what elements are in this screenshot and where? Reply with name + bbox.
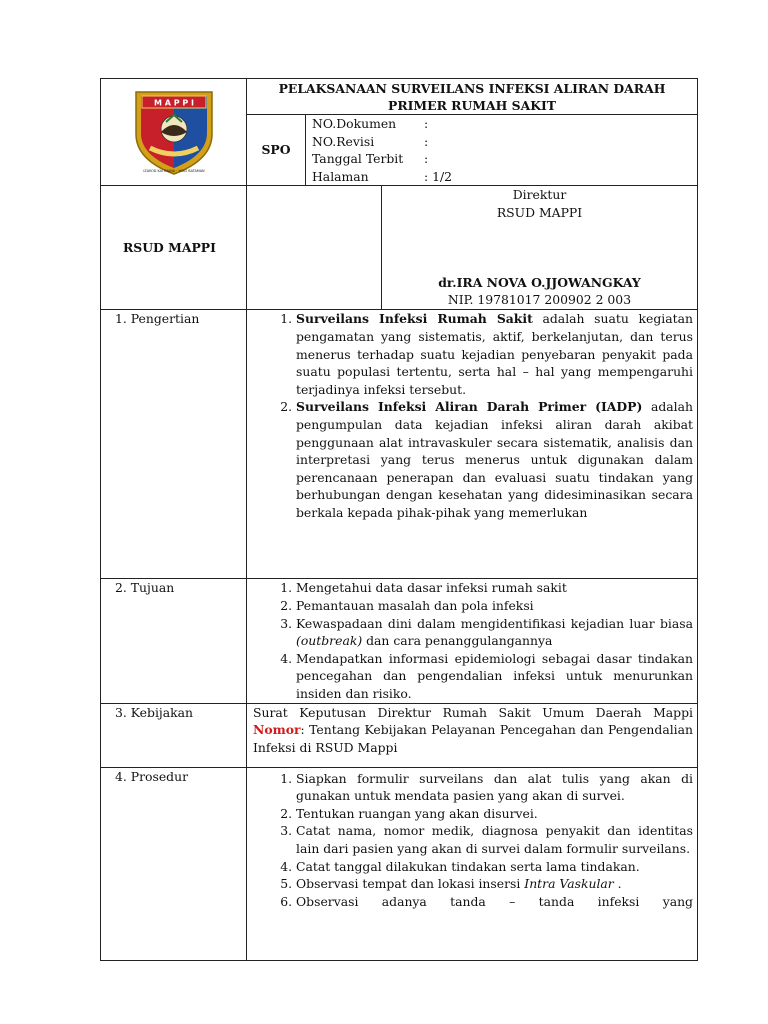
spo-label: SPO: [247, 115, 306, 186]
list-item: 4. Mendapatkan informasi epidemiologi sebagai dasar tindakan pencegahan dan pengendalian infeksi untuk menurunkan insiden dan risiko.: [296, 650, 693, 703]
section-label-prosedur: 4. Prosedur: [101, 767, 247, 960]
director-title: Direktur: [512, 187, 567, 203]
list-item: 2. Pemantauan masalah dan pola infeksi: [296, 597, 693, 615]
blank-cell: [247, 186, 382, 310]
nomor-highlight: Nomor: [253, 722, 301, 738]
list-item: 2. Tentukan ruangan yang akan disurvei.: [296, 805, 693, 823]
pengertian-list: [251, 310, 693, 521]
meta-row-halaman: Halaman : 1/2: [312, 168, 453, 184]
list-item: 1. Surveilans Infeksi Rumah Sakit adalah suatu kegiatan pengamatan yang sistematis, aktif, berkelanjutan, dan terus menerus terhadap suatu kejadian penyebaran penyakit pada suatu populasi tertentu, serta hal – hal yang mempengaruhi terjadinya infeksi tersebut.: [296, 310, 693, 398]
director-nip: NIP. 19781017 200902 2 003: [447, 292, 632, 308]
tujuan-list: [251, 579, 693, 702]
section-label-kebijakan: 3. Kebijakan: [101, 703, 247, 767]
hospital-name: RSUD MAPPI: [101, 186, 247, 310]
list-item: 1. Mengetahui data dasar infeksi rumah sakit: [296, 579, 693, 597]
list-item: 6. Observasi adanya tanda – tanda infeksi yang: [296, 893, 693, 911]
list-item: 1. Siapkan formulir surveilans dan alat tulis yang akan di gunakan untuk mendata pasien yang akan di survei.: [296, 770, 693, 805]
logo-top-text: M A P P I: [153, 98, 194, 108]
meta-row-terbit: Tanggal Terbit :: [312, 151, 429, 167]
list-item: 5. Observasi tempat dan lokasi insersi Intra Vaskular .: [296, 875, 693, 893]
document-title: PELAKSANAAN SURVEILANS INFEKSI ALIRAN DARAH PRIMER RUMAH SAKIT: [247, 79, 698, 115]
logo-cell: [101, 79, 247, 186]
section-content-tujuan: [247, 579, 698, 703]
mappi-logo: [128, 82, 220, 178]
logo-bottom-text: IZAKOD KAI IMANA · YAKO BATAMAN: [142, 168, 205, 173]
director-name: dr.IRA NOVA O.JJOWANGKAY: [438, 274, 641, 290]
list-item: 4. Catat tanggal dilakukan tindakan serta lama tindakan.: [296, 858, 693, 876]
meta-row-dokumen: NO.Dokumen :: [312, 116, 429, 131]
section-label-pengertian: 1. Pengertian: [101, 310, 247, 579]
document-meta: [306, 115, 698, 186]
list-item: 3. Catat nama, nomor medik, diagnosa penyakit dan identitas lain dari pasien yang akan di survei dalam formulir surveilans.: [296, 822, 693, 857]
section-content-kebijakan: Surat Keputusan Direktur Rumah Sakit Umum Daerah Mappi Nomor: Tentang Kebijakan Pelayanan Pencegahan dan Pengendalian Infeksi di RSUD Mappi: [247, 703, 698, 767]
list-item: 2. Surveilans Infeksi Aliran Darah Primer (IADP) adalah pengumpulan data kejadian infeksi aliran darah akibat penggunaan alat intravaskuler secara sistematik, analisis dan interpretasi yang terus menerus untuk digunakan dalam perencanaan penerapan dan evaluasi suatu tindakan yang berhubungan dengan kesehatan yang didesiminasikan secara berkala kepada pihak-pihak yang memerlukan: [296, 398, 693, 521]
section-content-prosedur: [247, 767, 698, 960]
section-content-pengertian: [247, 310, 698, 579]
prosedur-list: [251, 770, 693, 911]
meta-row-revisi: NO.Revisi :: [312, 133, 429, 149]
spo-table: [100, 78, 698, 961]
list-item: 3. Kewaspadaan dini dalam mengidentifikasi kejadian luar biasa (outbreak) dan cara penanggulangannya: [296, 615, 693, 650]
director-block: [382, 186, 698, 310]
director-org: RSUD MAPPI: [496, 204, 583, 220]
section-label-tujuan: 2. Tujuan: [101, 579, 247, 703]
